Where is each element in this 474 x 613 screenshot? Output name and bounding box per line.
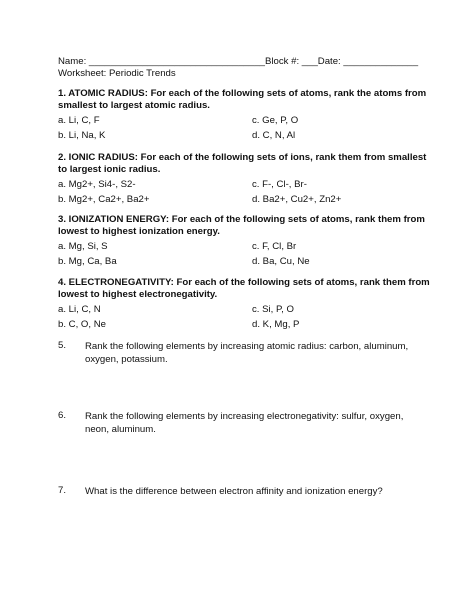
- section-1-title-line1: 1. ATOMIC RADIUS: For each of the following sets of atoms, rank the atoms from: [58, 88, 427, 99]
- section-4-option-a: a. Li, C, N: [58, 304, 101, 315]
- question-6-text: Rank the following elements by increasing electronegativity: sulfur, oxygen, neon, aluminum.: [85, 411, 404, 435]
- section-4-option-c: c. Si, P, O: [252, 304, 294, 315]
- question-6-number: 6.: [58, 410, 67, 421]
- question-5-text: Rank the following elements by increasing atomic radius: carbon, aluminum, oxygen, potassium.: [85, 341, 409, 365]
- section-2-option-a: a. Mg2+, Si4-, S2-: [58, 179, 136, 190]
- section-2-option-d: d. Ba2+, Cu2+, Zn2+: [252, 194, 342, 205]
- section-4-option-b: b. C, O, Ne: [58, 319, 106, 330]
- section-1-title-line2: smallest to largest atomic radius.: [58, 100, 210, 111]
- section-2-option-b: b. Mg2+, Ca2+, Ba2+: [58, 194, 150, 205]
- section-3-title-line1: 3. IONIZATION ENERGY: For each of the following sets of atoms, rank them from: [58, 214, 425, 225]
- section-2-option-c: c. F-, Cl-, Br-: [252, 179, 307, 190]
- worksheet-title: Worksheet: Periodic Trends: [58, 68, 176, 79]
- section-1-option-a: a. Li, C, F: [58, 115, 100, 126]
- question-7-number: 7.: [58, 485, 67, 496]
- section-4-option-d: d. K, Mg, P: [252, 319, 300, 330]
- name-block-date-line: Name: _________________________________Block #: ___Date: ______________: [58, 56, 419, 67]
- section-2-title-line1: 2. IONIC RADIUS: For each of the following sets of ions, rank them from smallest: [58, 152, 427, 163]
- section-3-option-d: d. Ba, Cu, Ne: [252, 256, 310, 267]
- section-4-title-line2: lowest to highest electronegativity.: [58, 289, 218, 300]
- question-5-number: 5.: [58, 340, 67, 351]
- section-3-title-line2: lowest to highest ionization energy.: [58, 226, 220, 237]
- section-1-option-c: c. Ge, P, O: [252, 115, 299, 126]
- question-7-text: What is the difference between electron affinity and ionization energy?: [85, 486, 383, 497]
- section-1-option-b: b. Li, Na, K: [58, 130, 106, 141]
- section-2-title-line2: to largest ionic radius.: [58, 164, 161, 175]
- section-4-title-line1: 4. ELECTRONEGATIVITY: For each of the following sets of atoms, rank them from: [58, 277, 430, 288]
- section-1-option-d: d. C, N, Al: [252, 130, 296, 141]
- section-3-option-c: c. F, Cl, Br: [252, 241, 297, 252]
- section-3-option-b: b. Mg, Ca, Ba: [58, 256, 117, 267]
- section-3-option-a: a. Mg, Si, S: [58, 241, 108, 252]
